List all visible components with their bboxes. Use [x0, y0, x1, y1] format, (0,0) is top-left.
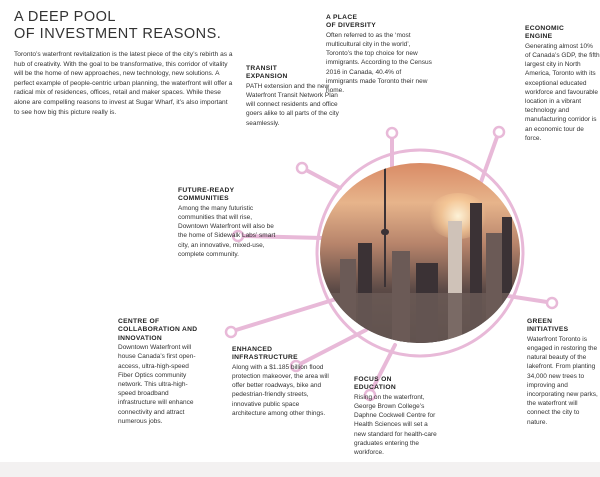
education-block: [354, 376, 440, 457]
education-title: FOCUS ON EDUCATION: [354, 376, 396, 392]
future-body: Among the many futuristic communities that will rise, Downtown Waterfront will also be the home of Sidewalk Labs’ smart city, an innovative, mixed-use, complete community.: [178, 204, 276, 258]
diversity-body: Often referred to as the ‘most multicultural city in the world’, Toronto’s the top choice for new immigrants. According to the Census 2016 in Canada, 40.4% of immigrants made Toronto their new home.: [326, 31, 432, 95]
connector-transit: [306, 170, 340, 188]
infrastructure-body: Along with a $1.185 billion flood protection makeover, the area will offer better roadways, bike and pedestrian-friendly streets, innovative public space architecture among other things.: [232, 363, 329, 417]
transit-body: PATH extension and the new Waterfront Transit Network Plan will connect residents and office goers alike to all parts of the city seamlessly.: [246, 82, 339, 127]
centre-title: CENTRE OF COLLABORATION AND INNOVATION: [118, 318, 198, 342]
centre-block: [118, 318, 204, 426]
education-body: Rising on the waterfront, George Brown College’s Daphne Cockwell Centre for Health Sciences will set a new standard for health-care graduates entering the workforce.: [354, 393, 437, 457]
economic-body: Generating almost 10% of Canada’s GDP, the fifth largest city in North America, Toronto with its exceptional educated workforce and favourable location in a vibrant technology and manufacturing corridor is an economic tour de force.: [525, 42, 600, 142]
title-line-1: A DEEP POOL: [14, 9, 116, 25]
toronto-skyline-photo: [320, 163, 520, 343]
cn-tower: [384, 167, 386, 287]
transit-block: [246, 65, 342, 128]
infrastructure-title: ENHANCED INFRASTRUCTURE: [232, 346, 298, 362]
economic-title: ECONOMIC ENGINE: [525, 25, 565, 41]
footer-bar: [0, 462, 600, 477]
node-diversity: [387, 128, 397, 138]
future-block: [178, 187, 282, 259]
node-centre: [226, 327, 236, 337]
node-green: [547, 298, 557, 308]
intro-paragraph: Toronto’s waterfront revitalization is the latest piece of the city’s rebirth as a hub of creativity. With the goal to be transformative, this corridor of vitality will be the home of new approaches, new technology, new solutions. A perfect example of people-centric urban planning, the waterfront will offer a radical mix of residences, offices, retail and maker spaces. While these alone are compelling reasons to invest at Sugar Wharf, it’s also important to see how big this picture really is.: [14, 51, 233, 116]
title-line-2: OF INVESTMENT REASONS.: [14, 26, 222, 42]
cn-tower-pod: [381, 229, 389, 235]
economic-block: [525, 25, 600, 143]
node-transit: [297, 163, 307, 173]
green-body: Waterfront Toronto is engaged in restoring the natural beauty of the lakefront. From planting 34,000 new trees to improving and incorporating new parks, the waterfront will connect the city to nature.: [527, 335, 598, 426]
diversity-title: A PLACE OF DIVERSITY: [326, 14, 377, 30]
green-title: GREEN INITIATIVES: [527, 318, 569, 334]
transit-title: TRANSIT EXPANSION: [246, 65, 288, 81]
building: [320, 293, 520, 343]
infrastructure-block: [232, 346, 332, 418]
centre-body: Downtown Waterfront will house Canada’s first open-access, ultra-high-speed Fiber Optics community network. This ultra-high-speed broadband infrastructure will enhance connectivity and attract numerous jobs.: [118, 344, 196, 425]
node-economic: [494, 127, 504, 137]
green-block: [527, 318, 600, 427]
diversity-block: [326, 14, 434, 95]
future-title: FUTURE-READY COMMUNITIES: [178, 187, 235, 203]
